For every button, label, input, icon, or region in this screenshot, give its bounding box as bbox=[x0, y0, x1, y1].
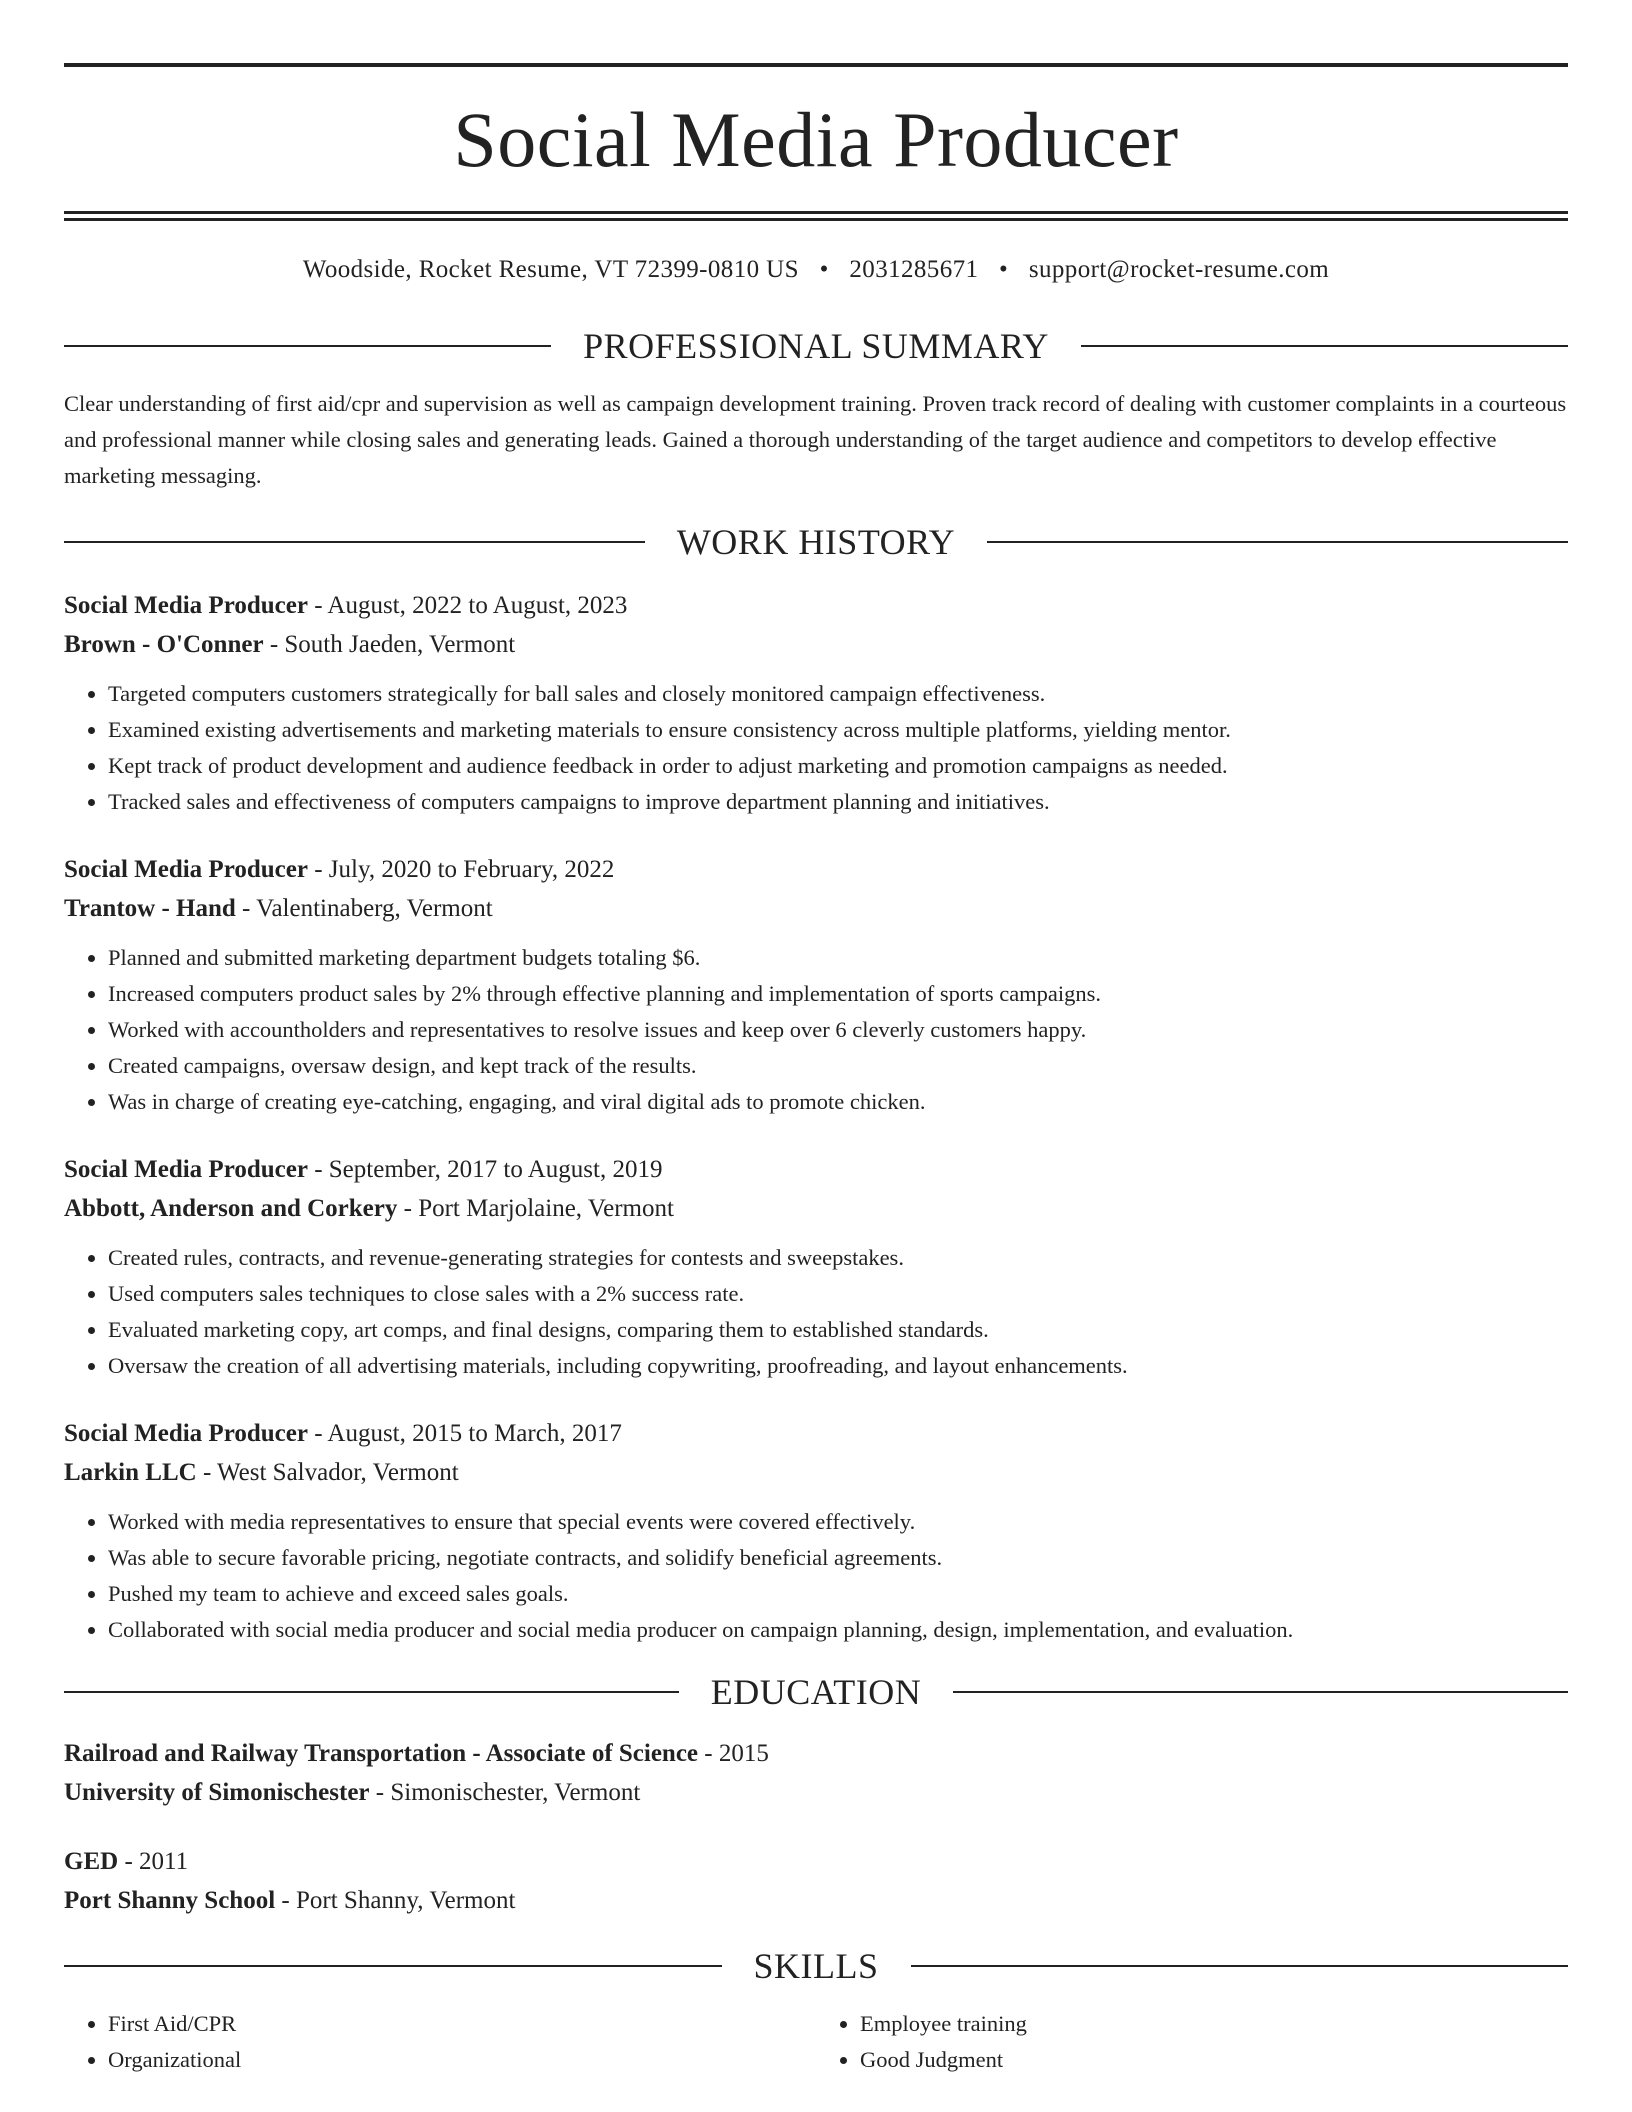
job-location: - Valentinaberg, Vermont bbox=[235, 895, 493, 922]
contact-line bbox=[64, 256, 1568, 284]
list-item: • Employee training bbox=[860, 2006, 1568, 2042]
education-year: - 2011 bbox=[118, 1848, 189, 1875]
education-entry bbox=[64, 1842, 1568, 1920]
list-item: • Created rules, contracts, and revenue-generating strategies for contests and sweepstakes. bbox=[108, 1240, 1568, 1276]
list-item: • Worked with accountholders and representatives to resolve issues and keep over 6 cleverly customers happy. bbox=[108, 1012, 1568, 1048]
section-title: PROFESSIONAL SUMMARY bbox=[583, 326, 1049, 366]
list-item: • Was able to secure favorable pricing, negotiate contracts, and solidify beneficial agreements. bbox=[108, 1540, 1568, 1576]
job-title-line bbox=[64, 1414, 1568, 1453]
heading-rule-right bbox=[1081, 345, 1568, 347]
list-item: • Examined existing advertisements and marketing materials to ensure consistency across multiple platforms, yielding mentor. bbox=[108, 712, 1568, 748]
job-company-line bbox=[64, 1189, 1568, 1228]
job-bullets bbox=[64, 1504, 1568, 1648]
job-title-line bbox=[64, 586, 1568, 625]
skills-column-right bbox=[816, 2006, 1568, 2078]
heading-rule-right bbox=[987, 541, 1568, 543]
list-item: • Organizational bbox=[108, 2042, 816, 2078]
education-degree: GED bbox=[64, 1848, 119, 1875]
job-dates: - August, 2015 to March, 2017 bbox=[307, 1420, 622, 1447]
job-title: Social Media Producer bbox=[64, 1156, 308, 1183]
section-title: SKILLS bbox=[753, 1946, 879, 1986]
job-location: - South Jaeden, Vermont bbox=[263, 631, 516, 658]
job-title-line bbox=[64, 1150, 1568, 1189]
education-degree-line bbox=[64, 1842, 1568, 1881]
education-school: University of Simonischester bbox=[64, 1779, 370, 1806]
education-degree: Railroad and Railway Transportation - Associate of Science bbox=[64, 1740, 699, 1767]
job-entry bbox=[64, 1414, 1568, 1648]
list-item: • Evaluated marketing copy, art comps, and final designs, comparing them to established standards. bbox=[108, 1312, 1568, 1348]
contact-separator: • bbox=[819, 256, 829, 283]
job-title: Social Media Producer bbox=[64, 1420, 308, 1447]
heading-rule-right bbox=[953, 1691, 1568, 1693]
education-school-line bbox=[64, 1773, 1568, 1812]
contact-phone: 2031285671 bbox=[849, 256, 979, 283]
job-company: Abbott, Anderson and Corkery bbox=[64, 1195, 398, 1222]
section-title: WORK HISTORY bbox=[676, 522, 956, 562]
heading-rule-right bbox=[911, 1965, 1569, 1967]
list-item: • Planned and submitted marketing department budgets totaling $6. bbox=[108, 940, 1568, 976]
job-company: Brown - O'Conner bbox=[64, 631, 264, 658]
top-rule bbox=[64, 63, 1568, 67]
list-item: • Targeted computers customers strategically for ball sales and closely monitored campaign effectiveness. bbox=[108, 676, 1568, 712]
job-entry bbox=[64, 850, 1568, 1120]
job-company-line bbox=[64, 1453, 1568, 1492]
list-item: • Used computers sales techniques to close sales with a 2% success rate. bbox=[108, 1276, 1568, 1312]
job-bullets bbox=[64, 676, 1568, 820]
education-school: Port Shanny School bbox=[64, 1887, 276, 1914]
resume-title: Social Media Producer bbox=[453, 96, 1179, 183]
contact-separator: • bbox=[999, 256, 1009, 283]
list-item: • Oversaw the creation of all advertising materials, including copywriting, proofreading, and layout enhancements. bbox=[108, 1348, 1568, 1384]
list-item: • Collaborated with social media producer and social media producer on campaign planning, design, implementation, and evaluation. bbox=[108, 1612, 1568, 1648]
contact-email: support@rocket-resume.com bbox=[1028, 256, 1330, 283]
job-company: Larkin LLC bbox=[64, 1459, 197, 1486]
job-dates: - September, 2017 to August, 2019 bbox=[307, 1156, 663, 1183]
skills-column-left bbox=[64, 2006, 816, 2078]
job-entry bbox=[64, 1150, 1568, 1384]
heading-rule-left bbox=[64, 541, 645, 543]
heading-rule-left bbox=[64, 1691, 679, 1693]
job-dates: - July, 2020 to February, 2022 bbox=[307, 856, 615, 883]
job-bullets bbox=[64, 940, 1568, 1120]
list-item: • Increased computers product sales by 2% through effective planning and implementation of sports campaigns. bbox=[108, 976, 1568, 1012]
heading-rule-left bbox=[64, 345, 551, 347]
summary-text: Clear understanding of first aid/cpr and supervision as well as campaign development training. Proven track record of dealing with customer complaints in a courteous and professional manner while closing sales and generating leads. Gained a thorough understanding of the target audience and competitors to develop effective marketing messaging. bbox=[64, 391, 1567, 488]
list-item: • Was in charge of creating eye-catching, engaging, and viral digital ads to promote chicken. bbox=[108, 1084, 1568, 1120]
section-heading-education bbox=[64, 1674, 1568, 1710]
section-heading-work bbox=[64, 524, 1568, 560]
list-item: • First Aid/CPR bbox=[108, 2006, 816, 2042]
education-entry bbox=[64, 1734, 1568, 1812]
job-company-line bbox=[64, 625, 1568, 664]
list-item: • Tracked sales and effectiveness of computers campaigns to improve department planning and initiatives. bbox=[108, 784, 1568, 820]
job-location: - Port Marjolaine, Vermont bbox=[397, 1195, 674, 1222]
list-item: • Created campaigns, oversaw design, and kept track of the results. bbox=[108, 1048, 1568, 1084]
job-dates: - August, 2022 to August, 2023 bbox=[307, 592, 628, 619]
education-degree-line bbox=[64, 1734, 1568, 1773]
job-title-line bbox=[64, 850, 1568, 889]
job-company: Trantow - Hand bbox=[64, 895, 236, 922]
job-location: - West Salvador, Vermont bbox=[196, 1459, 459, 1486]
section-heading-summary bbox=[64, 328, 1568, 364]
section-title: EDUCATION bbox=[710, 1672, 922, 1712]
title-double-rule bbox=[64, 211, 1568, 221]
education-year: - 2015 bbox=[698, 1740, 769, 1767]
list-item: • Kept track of product development and audience feedback in order to adjust marketing and promotion campaigns as needed. bbox=[108, 748, 1568, 784]
heading-rule-left bbox=[64, 1965, 722, 1967]
contact-address: Woodside, Rocket Resume, VT 72399-0810 US bbox=[302, 256, 799, 283]
education-location: - Port Shanny, Vermont bbox=[275, 1887, 516, 1914]
education-location: - Simonischester, Vermont bbox=[369, 1779, 641, 1806]
job-company-line bbox=[64, 889, 1568, 928]
job-bullets bbox=[64, 1240, 1568, 1384]
education-school-line bbox=[64, 1881, 1568, 1920]
section-heading-skills bbox=[64, 1948, 1568, 1984]
skills-list bbox=[64, 2006, 1568, 2078]
job-entry bbox=[64, 586, 1568, 820]
list-item: • Pushed my team to achieve and exceed sales goals. bbox=[108, 1576, 1568, 1612]
job-title: Social Media Producer bbox=[64, 856, 308, 883]
list-item: • Good Judgment bbox=[860, 2042, 1568, 2078]
list-item: • Worked with media representatives to ensure that special events were covered effectively. bbox=[108, 1504, 1568, 1540]
job-title: Social Media Producer bbox=[64, 592, 308, 619]
